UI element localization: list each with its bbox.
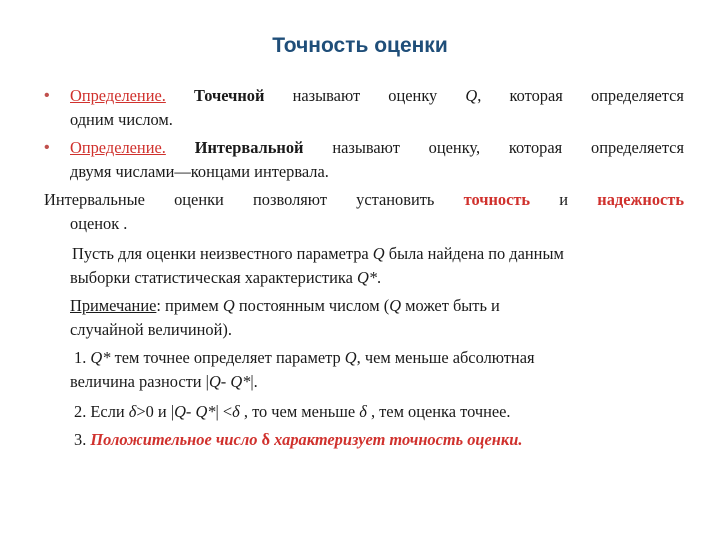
definition-line xyxy=(70,84,684,108)
paragraph-text: случайной величиной). xyxy=(70,320,232,339)
paragraph-line xyxy=(70,266,684,290)
paragraph-text: | < xyxy=(215,402,233,421)
word-accuracy: точность xyxy=(463,190,531,209)
item-number: 2. xyxy=(74,402,87,421)
definition-text: одним числом. xyxy=(70,110,173,129)
definition-text: двумя числами—концами интервала. xyxy=(70,162,329,181)
paragraph-line xyxy=(70,370,684,394)
word-reliability: надежность xyxy=(597,190,685,209)
paragraph-text: величина разности | xyxy=(70,372,209,391)
paragraph-text: постоянным числом ( xyxy=(238,296,390,315)
paragraph-text: выборки статистическая характеристика xyxy=(70,268,353,287)
symbol-q: Q xyxy=(372,244,385,263)
paragraph-text: , чем меньше абсолютная xyxy=(356,348,535,367)
term-point: Точечной xyxy=(194,86,265,105)
definition-text: , которая определяется xyxy=(477,86,684,105)
bullet-marker: • xyxy=(44,139,50,156)
definition-label: Определение. xyxy=(70,138,166,157)
symbol-q: Q xyxy=(344,348,357,367)
difference-expression: Q- Q* xyxy=(208,372,251,391)
accuracy-statement: Положительное число xyxy=(90,430,258,449)
item-number: 3. xyxy=(74,430,87,449)
paragraph-line xyxy=(44,188,684,212)
interval-paragraph xyxy=(44,188,684,236)
symbol-delta: δ xyxy=(261,430,271,449)
accuracy-statement: характеризует точность оценки. xyxy=(274,430,523,449)
symbol-q-star: Q* xyxy=(356,268,378,287)
paragraph-line xyxy=(70,346,684,370)
definition-point-estimate xyxy=(70,84,684,132)
difference-expression: Q- Q* xyxy=(174,402,216,421)
note-label: Примечание xyxy=(70,296,157,315)
page-title: Точность оценки xyxy=(272,34,448,57)
paragraph-text: , то чем меньше xyxy=(243,402,356,421)
paragraph-text: Пусть для оценки неизвестного параметра xyxy=(72,244,369,263)
symbol-q-star: Q* xyxy=(90,348,111,367)
term-interval: Интервальной xyxy=(194,138,304,157)
paragraph-text: . xyxy=(377,268,382,287)
symbol-delta: δ xyxy=(359,402,367,421)
paragraph-text: Если xyxy=(90,402,125,421)
symbol-q: Q xyxy=(465,86,478,105)
symbol-q: Q xyxy=(389,296,402,315)
paragraph-line xyxy=(70,242,684,266)
paragraph-text: >0 и | xyxy=(136,402,175,421)
note-paragraph xyxy=(70,294,684,342)
definition-label: Определение. xyxy=(70,86,166,105)
paragraph-text: : примем xyxy=(156,296,219,315)
definition-line xyxy=(70,136,684,160)
item-number: 1. xyxy=(74,348,87,367)
paragraph-text: и xyxy=(559,190,569,209)
symbol-delta: δ xyxy=(128,402,137,421)
paragraph-text: может быть и xyxy=(405,296,500,315)
list-item xyxy=(70,400,684,424)
symbol-delta: δ xyxy=(232,402,240,421)
paragraph-text: тем точнее определяет параметр xyxy=(114,348,341,367)
paragraph-text: |. xyxy=(250,372,258,391)
paragraph-line xyxy=(70,428,684,452)
definition-text: называют оценку xyxy=(292,86,438,105)
paragraph-text: оценок . xyxy=(70,214,128,233)
definition-text: называют оценку, которая определяется xyxy=(332,138,685,157)
paragraph-text: , тем оценка точнее. xyxy=(370,402,511,421)
paragraph-line xyxy=(70,294,684,318)
paragraph-text: была найдена по данным xyxy=(388,244,564,263)
paragraph-text: Интервальные оценки позволяют установить xyxy=(44,190,435,209)
definition-interval-estimate xyxy=(70,136,684,184)
bullet-marker: • xyxy=(44,87,50,104)
parameter-paragraph xyxy=(70,242,684,290)
paragraph-line xyxy=(70,400,684,424)
list-item xyxy=(70,346,684,394)
symbol-q: Q xyxy=(222,296,235,315)
list-item xyxy=(70,428,684,452)
